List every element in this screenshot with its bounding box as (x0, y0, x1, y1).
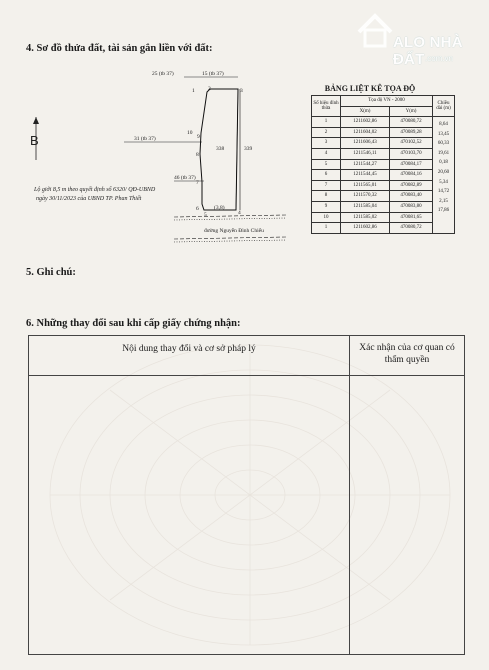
parcel-main-number: 338 (216, 146, 225, 152)
section-5-title: 5. Ghi chú: (26, 267, 76, 278)
changes-empty-row (29, 376, 465, 655)
changes-header-content: Nội dung thay đổi và cơ sở pháp lý (29, 336, 350, 376)
road-note-line-2: ngày 30/11/2023 của UBND TP. Phan Thiết (36, 196, 142, 202)
section-4-title: 4. Sơ đồ thửa đất, tài sản gắn liền với đất: (26, 43, 213, 54)
table-row: 9 1211585,04 470083,80 (312, 201, 455, 212)
header-y: Y(m) (390, 106, 433, 117)
vertex-4: 4 (238, 210, 241, 216)
parcel-sketch (24, 62, 294, 277)
vertex-5: 5 (204, 212, 207, 218)
header-vertex-id: Số hiệu đỉnh thửa (312, 96, 341, 117)
vertex-6: 6 (196, 206, 199, 212)
table-row: 10 1211585,02 470081,65 (312, 212, 455, 223)
neighbor-top-left: 25 (tb 37) (152, 71, 174, 77)
watermark-site: .com.vn (425, 54, 454, 63)
road-note-line-1: Lộ giới 8,5 m theo quyết định số 6320/ QĐ-UBND (34, 187, 156, 193)
table-row: 8 1211570,32 470083,40 (312, 191, 455, 202)
neighbor-left: 31 (tb 37) (134, 136, 156, 142)
vertex-7: 7 (196, 180, 199, 186)
north-arrow-icon (30, 117, 39, 160)
north-label: B (30, 133, 39, 148)
table-row: 3 1211606,43 470102,52 (312, 138, 455, 149)
width-note: (3,8) (214, 205, 225, 211)
changes-table (28, 335, 465, 655)
coordinate-table (311, 95, 455, 234)
table-row: 1 1211602,86 470080,72 (312, 223, 455, 234)
table-row: 7 1211565,01 470082,89 (312, 180, 455, 191)
neighbor-top-right: 15 (tb 37) (202, 71, 224, 77)
watermark-brand: ALO NHÀ ĐẤT (393, 34, 463, 68)
table-row: 2 1211604,02 470089,28 (312, 127, 455, 138)
vertex-1: 1 (192, 88, 195, 94)
header-x: X(m) (341, 106, 390, 117)
table-row: 4 1211546,11 470103,70 (312, 148, 455, 159)
table-row: 5 1211544,27 470084,17 (312, 159, 455, 170)
length-column: 8,64 13,45 60,33 19,61 0,18 20,60 5,34 14,72 2,15 17,86 (433, 117, 455, 234)
vertex-2: 2 (208, 86, 211, 92)
vertex-3: 3 (240, 88, 243, 94)
vertex-9: 9 (197, 134, 200, 140)
table-row: 1 1211602,86 470080,72 8,64 13,45 60,33 19,61 0,18 20,60 5,34 14,72 2,15 17,86 (312, 117, 455, 128)
house-logo-icon (355, 10, 395, 50)
coordinate-table-title: BẢNG LIỆT KÊ TỌA ĐỘ (324, 84, 416, 93)
table-row: 6 1211544,45 470084,16 (312, 170, 455, 181)
neighbor-bottom-left: 46 (tb 37) (174, 175, 196, 181)
parcel-right-number: 339 (244, 146, 253, 152)
road-name: đường Nguyễn Đình Chiểu (204, 228, 264, 234)
header-coordinate-system: Tọa độ VN - 2000 (341, 96, 433, 107)
changes-header-confirmation: Xác nhận của cơ quan có thẩm quyền (350, 336, 465, 376)
header-length: Chiều dài (m) (433, 96, 455, 117)
vertex-8: 8 (196, 152, 199, 158)
vertex-10: 10 (187, 130, 193, 136)
section-6-title: 6. Những thay đổi sau khi cấp giấy chứng nhận: (26, 318, 241, 329)
watermark (355, 4, 483, 68)
